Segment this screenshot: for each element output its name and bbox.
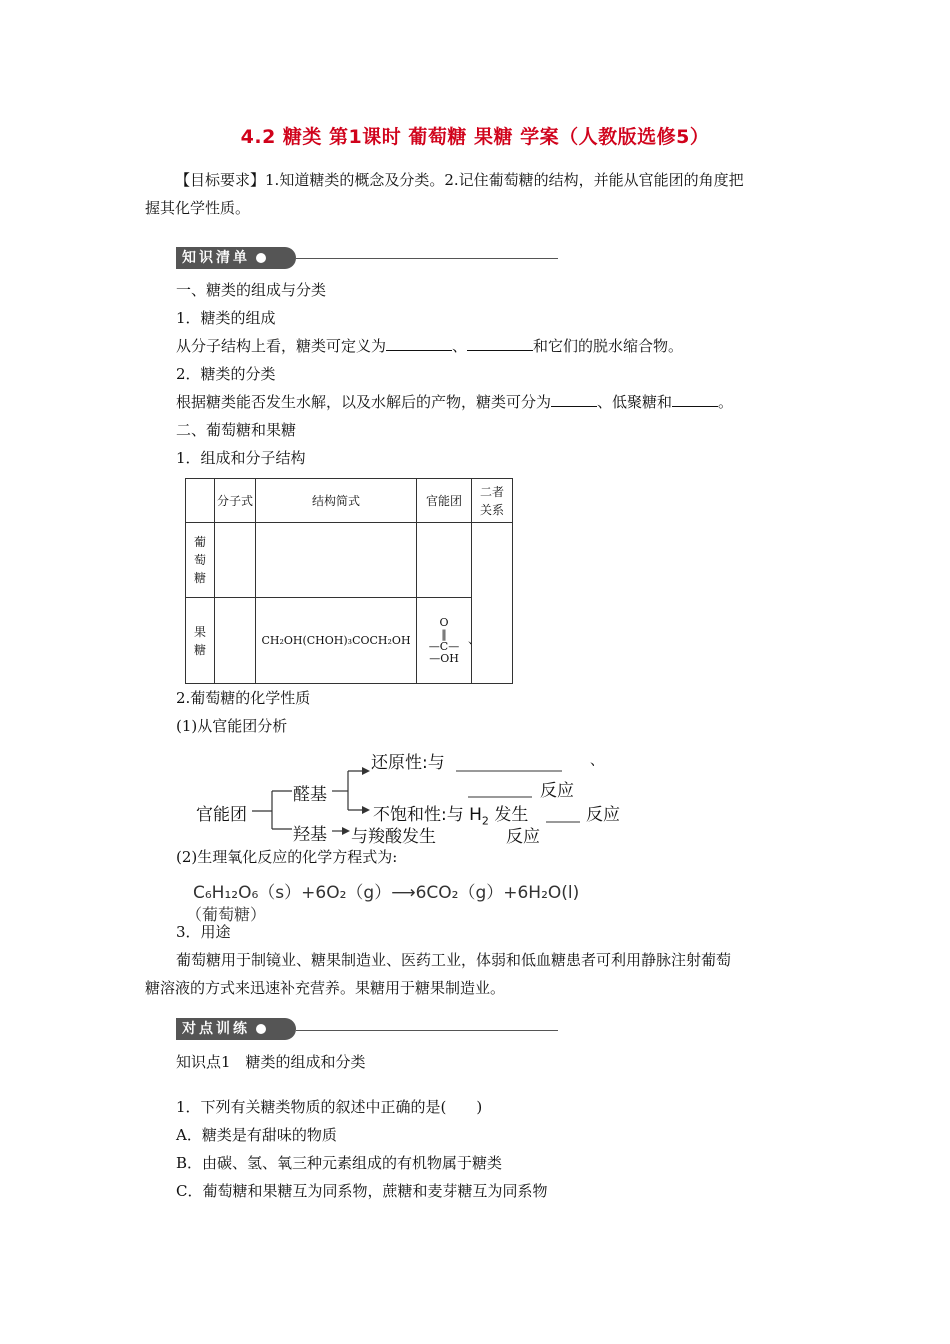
text: 、: [468, 633, 479, 646]
table-cell: [186, 479, 215, 523]
option-b: B．由碳、氢、氧三种元素组成的有机物属于糖类: [176, 1154, 503, 1172]
diagram-reduce: 还原性:与: [371, 753, 445, 773]
fructose-structure: CH₂OH(CHOH)₃COCH₂OH: [256, 598, 417, 684]
goal-label: 【目标要求】: [175, 171, 266, 189]
section-header-knowledge: [176, 247, 296, 269]
diagram-unsat-reaction: 反应: [586, 805, 620, 825]
text: 、: [452, 337, 468, 355]
diagram-hydroxyl-reaction: 反应: [506, 827, 540, 847]
diagram-reduce-tail: 、: [590, 753, 604, 769]
exercise-topic: 知识点1 糖类的组成和分类: [176, 1053, 366, 1071]
heading-2-3: 3．用途: [176, 923, 231, 941]
text: 葡: [193, 535, 206, 549]
text: —OH: [429, 651, 459, 665]
text: ‖: [441, 627, 447, 641]
question-1: 1．下列有关糖类物质的叙述中正确的是( ): [176, 1098, 483, 1116]
table-header: 官能团: [417, 479, 472, 523]
text: 根据糖类能否发生水解，以及水解后的产物，糖类可分为: [176, 393, 552, 411]
text: —C—: [428, 639, 460, 653]
section-divider: [296, 1030, 558, 1031]
text: 发生: [488, 805, 529, 825]
heading-2-2: 2.葡萄糖的化学性质: [176, 689, 311, 707]
para-definition: [176, 332, 683, 360]
text: 糖: [193, 642, 206, 657]
dot-icon: [256, 253, 266, 263]
page-title: 4.2 糖类 第1课时 葡萄糖 果糖 学案（人教版选修5）: [240, 126, 710, 148]
text: O: [439, 615, 449, 629]
table-cell: [472, 523, 513, 684]
text: 二者: [479, 484, 504, 499]
blank: [467, 350, 533, 351]
text: 和它们的脱水缩合物。: [533, 337, 684, 355]
heading-2-2-2: (2)生理氧化反应的化学方程式为:: [176, 848, 398, 866]
section-title: 知识清单: [182, 250, 250, 266]
text: 糖: [193, 571, 206, 585]
text: 2: [481, 814, 489, 828]
uses-line-1: 葡萄糖用于制镜业、糖果制造业、医药工业，体弱和低血糖患者可利用静脉注射葡萄: [176, 951, 732, 969]
fructose-functional-groups: [417, 598, 479, 684]
table-cell: [215, 598, 256, 684]
text: 果: [193, 624, 206, 639]
dot-icon: [256, 1024, 266, 1034]
text: 关系: [479, 502, 504, 517]
heading-1-1: 1．糖类的组成: [176, 309, 276, 327]
diagram-reaction: 反应: [540, 781, 574, 801]
text: 、低聚糖和: [597, 393, 673, 411]
section-header-practice: [176, 1018, 296, 1040]
table-cell: [215, 523, 256, 598]
diagram-unsaturation: [373, 800, 528, 827]
section-title: 对点训练: [182, 1021, 250, 1037]
heading-1: 一、糖类的组成与分类: [176, 281, 327, 299]
section-divider: [296, 258, 558, 259]
option-a: A．糖类是有甜味的物质: [176, 1126, 337, 1144]
heading-1-2: 2．糖类的分类: [176, 365, 276, 383]
row-label-fructose: [186, 598, 215, 684]
table-cell: [417, 523, 472, 598]
equation-under: （葡萄糖）: [186, 905, 267, 924]
diagram-aldehyde: 醛基: [293, 785, 327, 805]
table-header: 结构简式: [256, 479, 417, 523]
goal-line-2: 握其化学性质。: [145, 199, 251, 217]
table-header: 分子式: [215, 479, 256, 523]
goal-block: [175, 166, 815, 194]
text: 从分子结构上看，糖类可定义为: [176, 337, 387, 355]
blank: [551, 406, 597, 407]
oxidation-equation: C₆H₁₂O₆（s）+6O₂（g）⟶6CO₂（g）+6H₂O(l): [193, 883, 580, 903]
table-header-relation: [472, 479, 513, 523]
table-cell: [256, 523, 417, 598]
heading-2: 二、葡萄糖和果糖: [176, 421, 297, 439]
diagram-root: 官能团: [196, 805, 247, 825]
text: 。: [718, 393, 734, 411]
blank: [672, 406, 718, 407]
option-c: C．葡萄糖和果糖互为同系物，蔗糖和麦芽糖互为同系物: [176, 1182, 548, 1200]
heading-2-1: 1．组成和分子结构: [176, 449, 306, 467]
text: 萄: [193, 553, 206, 567]
goal-line-1: 1.知道糖类的概念及分类。2.记住葡萄糖的结构，并能从官能团的角度把: [265, 171, 744, 189]
row-label-glucose: [186, 523, 215, 598]
structure-table: [185, 478, 513, 684]
para-classification: [176, 388, 733, 416]
text: 不饱和性:与 H: [373, 805, 482, 825]
diagram-hydroxyl-text: 与羧酸发生: [351, 827, 436, 847]
uses-line-2: 糖溶液的方式来迅速补充营养。果糖用于糖果制造业。: [145, 979, 506, 997]
heading-2-2-1: (1)从官能团分析: [176, 717, 288, 735]
diagram-hydroxyl: 羟基: [293, 825, 327, 845]
blank: [386, 350, 452, 351]
